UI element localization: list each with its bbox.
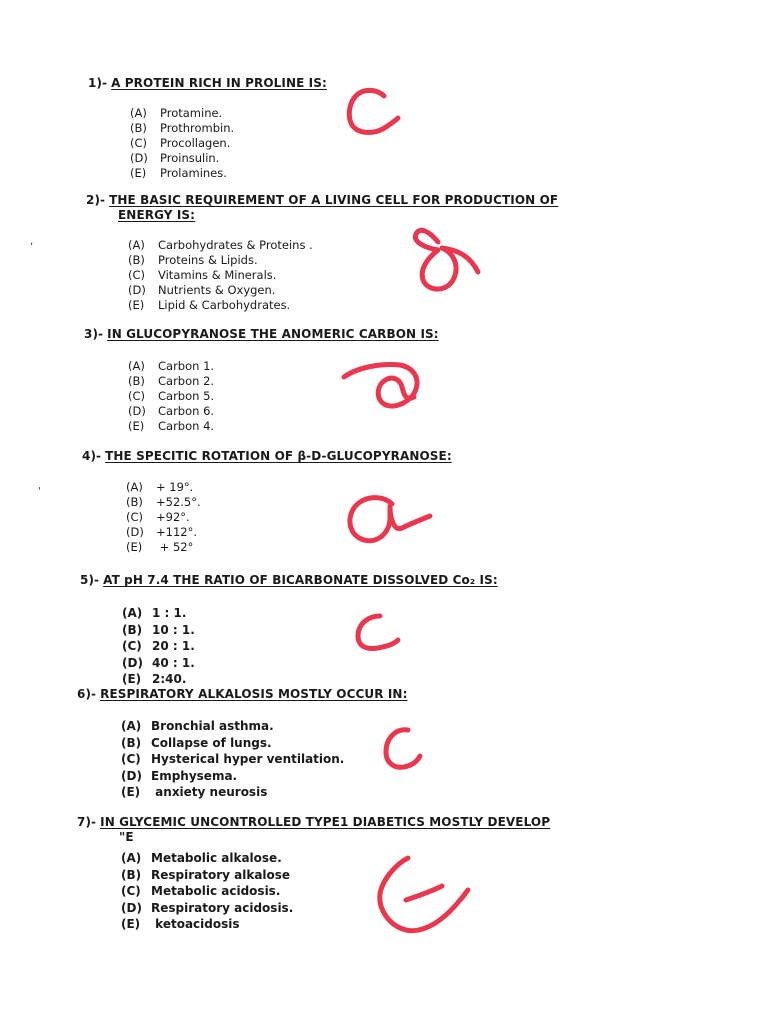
question-number: 4)- xyxy=(82,449,102,463)
option-b: (B) Proteins & Lipids. xyxy=(128,253,258,267)
stray-mark: ' xyxy=(38,486,41,497)
handwritten-answer-2 xyxy=(404,212,494,302)
question-1 xyxy=(88,76,327,90)
option-a: (A) Carbohydrates & Proteins . xyxy=(128,238,313,252)
question-7 xyxy=(77,815,550,844)
question-number: 6)- xyxy=(77,687,97,701)
option-a: (A) Carbon 1. xyxy=(128,359,215,373)
handwritten-answer-3 xyxy=(338,355,428,415)
question-4 xyxy=(82,449,452,463)
option-a: (A) + 19°. xyxy=(126,480,194,494)
option-d: (D) Respiratory acidosis. xyxy=(121,900,294,915)
question-title: IN GLUCOPYRANOSE THE ANOMERIC CARBON IS: xyxy=(107,327,439,341)
option-a: (A) Bronchial asthma. xyxy=(121,719,274,733)
option-c: (C) Carbon 5. xyxy=(128,389,215,403)
question-1-heading xyxy=(88,76,327,90)
question-number: 1)- xyxy=(88,76,108,90)
question-number: 3)- xyxy=(84,327,104,341)
option-c: (C) Metabolic acidosis. xyxy=(121,884,281,898)
option-b: (B) Carbon 2. xyxy=(128,374,215,388)
question-title: RESPIRATORY ALKALOSIS MOSTLY OCCUR IN: xyxy=(100,687,408,701)
question-3-heading xyxy=(84,327,439,341)
option-d: (D) Carbon 6. xyxy=(128,404,215,418)
option-c: (C) Hysterical hyper ventilation. xyxy=(121,752,345,766)
question-7-options xyxy=(121,850,293,933)
option-b: (B) Respiratory alkalose xyxy=(121,867,291,882)
question-2-options xyxy=(128,238,313,313)
question-5-heading xyxy=(80,573,498,587)
question-4-options xyxy=(126,480,201,555)
question-7-heading xyxy=(77,815,550,844)
handwritten-answer-4 xyxy=(344,488,439,548)
question-number: 7)- xyxy=(77,815,97,829)
option-e: (E) 2:40. xyxy=(122,672,187,686)
option-e: (E) anxiety neurosis xyxy=(121,785,268,799)
option-d: (D) Proinsulin. xyxy=(130,151,220,165)
question-number: 5)- xyxy=(80,573,100,587)
question-title: THE BASIC REQUIREMENT OF A LIVING CELL FOR PRODUCTION OF xyxy=(109,193,559,207)
option-d: (D) +112°. xyxy=(126,525,197,539)
option-c: (C) +92°. xyxy=(126,510,190,524)
question-5 xyxy=(80,573,498,587)
question-6 xyxy=(77,687,407,701)
question-title-line2: "E xyxy=(119,830,134,844)
question-number: 2)- xyxy=(86,193,106,207)
option-b: (B) Collapse of lungs. xyxy=(121,735,272,750)
option-b: (B) 10 : 1. xyxy=(122,622,195,637)
question-3 xyxy=(84,327,439,341)
option-b: (B) Prothrombin. xyxy=(130,121,235,135)
question-1-options xyxy=(130,106,234,181)
option-b: (B) +52.5°. xyxy=(126,495,201,509)
question-title-line2: ENERGY IS: xyxy=(118,208,196,222)
option-e: (E) Lipid & Carbohydrates. xyxy=(128,298,291,312)
handwritten-answer-5 xyxy=(350,610,410,655)
question-6-options xyxy=(121,718,344,801)
option-e: (E) Carbon 4. xyxy=(128,419,215,433)
question-title: A PROTEIN RICH IN PROLINE IS: xyxy=(111,76,327,90)
stray-mark: , xyxy=(30,236,34,247)
option-d: (D) Nutrients & Oxygen. xyxy=(128,283,276,297)
option-c: (C) 20 : 1. xyxy=(122,639,195,653)
handwritten-answer-6 xyxy=(378,724,428,774)
question-3-options xyxy=(128,359,214,434)
option-c: (C) Vitamins & Minerals. xyxy=(128,268,277,282)
option-e: (E) Prolamines. xyxy=(130,166,227,180)
option-d: (D) Emphysema. xyxy=(121,768,238,783)
option-a: (A) Protamine. xyxy=(130,106,223,120)
option-e: (E) ketoacidosis xyxy=(121,917,240,931)
question-4-heading xyxy=(82,449,452,463)
handwritten-answer-1 xyxy=(340,82,410,142)
handwritten-answer-7 xyxy=(372,850,477,940)
option-a: (A) Metabolic alkalose. xyxy=(121,851,282,865)
option-a: (A) 1 : 1. xyxy=(122,606,187,620)
question-title: THE SPECITIC ROTATION OF β-D-GLUCOPYRANOSE: xyxy=(105,449,452,463)
option-e: (E) + 52° xyxy=(126,540,194,554)
option-c: (C) Procollagen. xyxy=(130,136,231,150)
question-6-heading xyxy=(77,687,407,701)
question-title: IN GLYCEMIC UNCONTROLLED TYPE1 DIABETICS MOSTLY DEVELOP xyxy=(100,815,551,829)
question-title: AT pH 7.4 THE RATIO OF BICARBONATE DISSOLVED Co₂ IS: xyxy=(103,573,498,587)
question-5-options xyxy=(122,605,195,688)
option-d: (D) 40 : 1. xyxy=(122,655,195,670)
